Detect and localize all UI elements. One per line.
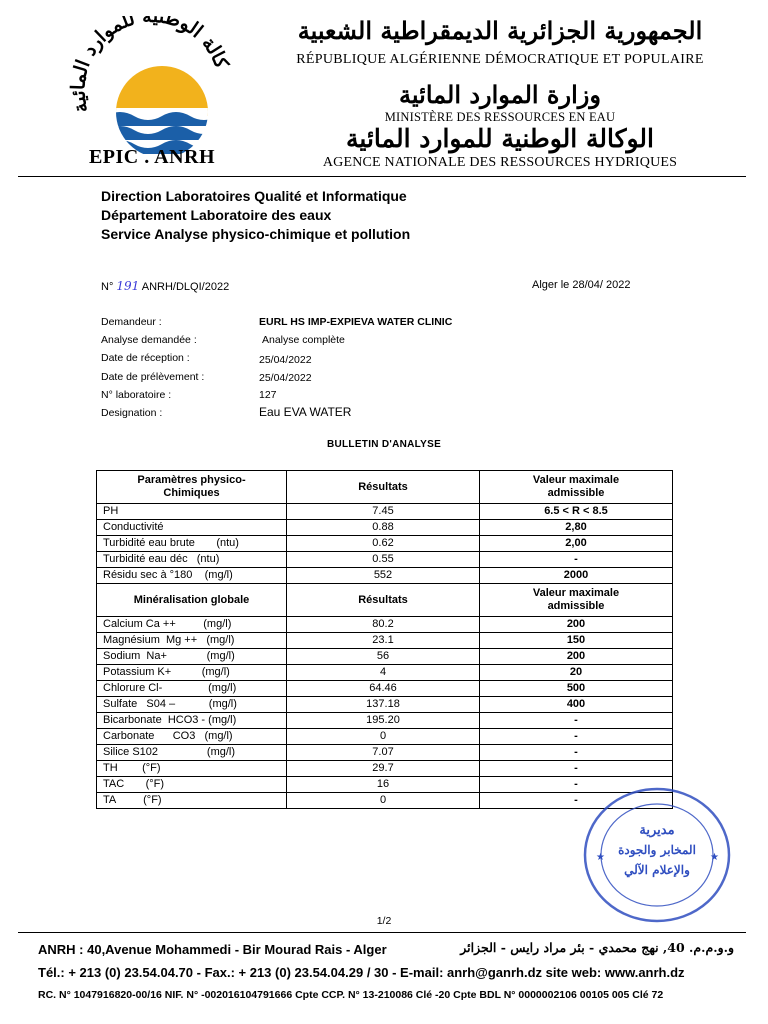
parameter-cell: Silice S102 (mg/l) <box>97 745 287 761</box>
bulletin-title: BULLETIN D'ANALYSE <box>326 439 442 450</box>
footer-divider <box>18 932 746 933</box>
parameter-cell: Carbonate CO3 (mg/l) <box>97 729 287 745</box>
reference-suffix: ANRH/DLQI/2022 <box>141 281 230 293</box>
info-value-demandeur: EURL HS IMP-EXPIEVA WATER CLINIC <box>259 316 453 328</box>
info-value-analyse: Analyse complète <box>262 334 345 346</box>
result-cell: 0.62 <box>287 536 480 552</box>
max-value-cell: - <box>480 729 673 745</box>
footer-address: ANRH : 40,Avenue Mohammedi - Bir Mourad Rais - Alger <box>38 942 387 957</box>
table-row <box>97 729 673 745</box>
header-french-agency: AGENCE NATIONALE DES RESSOURCES HYDRIQUES <box>322 155 678 170</box>
parameter-cell: Sulfate S04 – (mg/l) <box>97 697 287 713</box>
table-row <box>97 681 673 697</box>
max-value-cell: 20 <box>480 665 673 681</box>
parameter-cell: Résidu sec à °180 (mg/l) <box>97 568 287 584</box>
results-table-body <box>97 471 673 809</box>
parameter-cell: Chlorure Cl- (mg/l) <box>97 681 287 697</box>
header-arabic-republic: الجمهورية الجزائرية الديمقراطية الشعبية <box>297 16 703 45</box>
dept-line-3: Service Analyse physico-chimique et pollution <box>101 226 411 242</box>
stamp-line-3: والإعلام الآلي <box>624 863 690 877</box>
info-label-analyse: Analyse demandée : <box>101 334 197 346</box>
max-value-cell: - <box>480 761 673 777</box>
table-row <box>97 536 673 552</box>
reference-prefix: N° <box>101 281 114 293</box>
result-cell: 137.18 <box>287 697 480 713</box>
header-arabic-agency: الوكالة الوطنية للموارد المائية <box>346 124 654 153</box>
svg-text:★: ★ <box>596 852 605 863</box>
footer-contact: Tél.: + 213 (0) 23.54.04.70 - Fax.: + 213 (0) 23.54.04.29 / 30 - E-mail: anrh@ganrh.dz site web: www.anrh.dz <box>38 965 685 980</box>
header-french-republic: RÉPUBLIQUE ALGÉRIENNE DÉMOCRATIQUE ET POPULAIRE <box>296 52 704 67</box>
result-cell: 29.7 <box>287 761 480 777</box>
table-header-cell: Valeur maximale admissible <box>480 471 673 504</box>
result-cell: 552 <box>287 568 480 584</box>
official-stamp <box>582 786 732 924</box>
reference-handwritten-number: 191 <box>116 279 140 293</box>
parameter-cell: TA (°F) <box>97 793 287 809</box>
max-value-cell: 150 <box>480 633 673 649</box>
results-table <box>96 470 673 809</box>
result-cell: 0 <box>287 793 480 809</box>
info-value-laboratoire: 127 <box>259 389 277 401</box>
dept-line-2: Département Laboratoire des eaux <box>101 207 332 223</box>
table-header-cell: Paramètres physico- Chimiques <box>97 471 287 504</box>
max-value-cell: - <box>480 745 673 761</box>
result-cell: 195.20 <box>287 713 480 729</box>
reference-number <box>101 279 229 293</box>
parameter-cell: TH (°F) <box>97 761 287 777</box>
result-cell: 7.45 <box>287 504 480 520</box>
parameter-cell: Turbidité eau brute (ntu) <box>97 536 287 552</box>
dept-line-1: Direction Laboratoires Qualité et Informatique <box>101 188 407 204</box>
table-header-cell: Valeur maximale admissible <box>480 584 673 617</box>
max-value-cell: 2000 <box>480 568 673 584</box>
table-row <box>97 665 673 681</box>
table-header-physico <box>97 471 673 504</box>
max-value-cell: 400 <box>480 697 673 713</box>
table-row <box>97 552 673 568</box>
result-cell: 7.07 <box>287 745 480 761</box>
max-value-cell: - <box>480 777 673 793</box>
parameter-cell: TAC (°F) <box>97 777 287 793</box>
parameter-cell: Sodium Na+ (mg/l) <box>97 649 287 665</box>
max-value-cell: 200 <box>480 617 673 633</box>
info-value-reception: 25/04/2022 <box>259 354 312 366</box>
parameter-cell: Calcium Ca ++ (mg/l) <box>97 617 287 633</box>
table-row <box>97 568 673 584</box>
table-row <box>97 649 673 665</box>
table-header-cell: Résultats <box>287 584 480 617</box>
logo-text: EPIC . ANRH <box>88 146 216 168</box>
footer-registry: RC. N° 1047916820-00/16 NIF. N° -002016104791666 Cpte CCP. N° 13-210086 Clé -20 Cpte BDL N° 0000002106 00105 005 Clé 72 <box>38 989 664 1001</box>
info-label-designation: Designation : <box>101 407 163 419</box>
parameter-cell: Potassium K+ (mg/l) <box>97 665 287 681</box>
info-value-prelevement: 25/04/2022 <box>259 372 312 384</box>
table-header-mineralisation <box>97 584 673 617</box>
anrh-logo <box>66 16 246 166</box>
table-row <box>97 520 673 536</box>
max-value-cell: - <box>480 713 673 729</box>
result-cell: 0.55 <box>287 552 480 568</box>
table-header-cell: Résultats <box>287 471 480 504</box>
page-number: 1/2 <box>376 915 392 927</box>
max-value-cell: 2,00 <box>480 536 673 552</box>
table-row <box>97 697 673 713</box>
table-row <box>97 504 673 520</box>
max-value-cell: 6.5 < R < 8.5 <box>480 504 673 520</box>
info-label-demandeur: Demandeur : <box>101 316 162 328</box>
info-label-laboratoire: N° laboratoire : <box>101 389 172 401</box>
result-cell: 23.1 <box>287 633 480 649</box>
header-french-ministry: MINISTÈRE DES RESSOURCES EN EAU <box>384 110 616 124</box>
parameter-cell: Magnésium Mg ++ (mg/l) <box>97 633 287 649</box>
max-value-cell: - <box>480 793 673 809</box>
table-row <box>97 713 673 729</box>
table-row <box>97 633 673 649</box>
result-cell: 4 <box>287 665 480 681</box>
max-value-cell: 2,80 <box>480 520 673 536</box>
max-value-cell: 500 <box>480 681 673 697</box>
logo-arabic-arc: كالة الوطنية للموارد المائية <box>67 16 233 116</box>
table-header-cell: Minéralisation globale <box>97 584 287 617</box>
result-cell: 64.46 <box>287 681 480 697</box>
max-value-cell: - <box>480 552 673 568</box>
header-arabic-ministry: وزارة الموارد المائية <box>399 80 601 109</box>
info-label-prelevement: Date de prélèvement : <box>101 371 205 383</box>
result-cell: 56 <box>287 649 480 665</box>
max-value-cell: 200 <box>480 649 673 665</box>
stamp-line-2: المخابر والجودة <box>618 843 696 857</box>
parameter-cell: Conductivité <box>97 520 287 536</box>
footer-address-arabic: و.و.م.م. 40, نهج محمدي - بئر مراد رايس - الجزائر <box>460 940 734 955</box>
result-cell: 0.88 <box>287 520 480 536</box>
svg-text:★: ★ <box>710 852 719 863</box>
table-row <box>97 761 673 777</box>
info-value-designation: Eau EVA WATER <box>259 405 352 419</box>
parameter-cell: PH <box>97 504 287 520</box>
header-divider <box>18 176 746 177</box>
issue-date: Alger le 28/04/ 2022 <box>532 279 631 291</box>
result-cell: 16 <box>287 777 480 793</box>
info-label-reception: Date de réception : <box>101 352 190 364</box>
result-cell: 80.2 <box>287 617 480 633</box>
stamp-line-1: مديرية <box>639 823 675 838</box>
parameter-cell: Turbidité eau déc (ntu) <box>97 552 287 568</box>
result-cell: 0 <box>287 729 480 745</box>
table-row <box>97 617 673 633</box>
parameter-cell: Bicarbonate HCO3 - (mg/l) <box>97 713 287 729</box>
table-row <box>97 745 673 761</box>
